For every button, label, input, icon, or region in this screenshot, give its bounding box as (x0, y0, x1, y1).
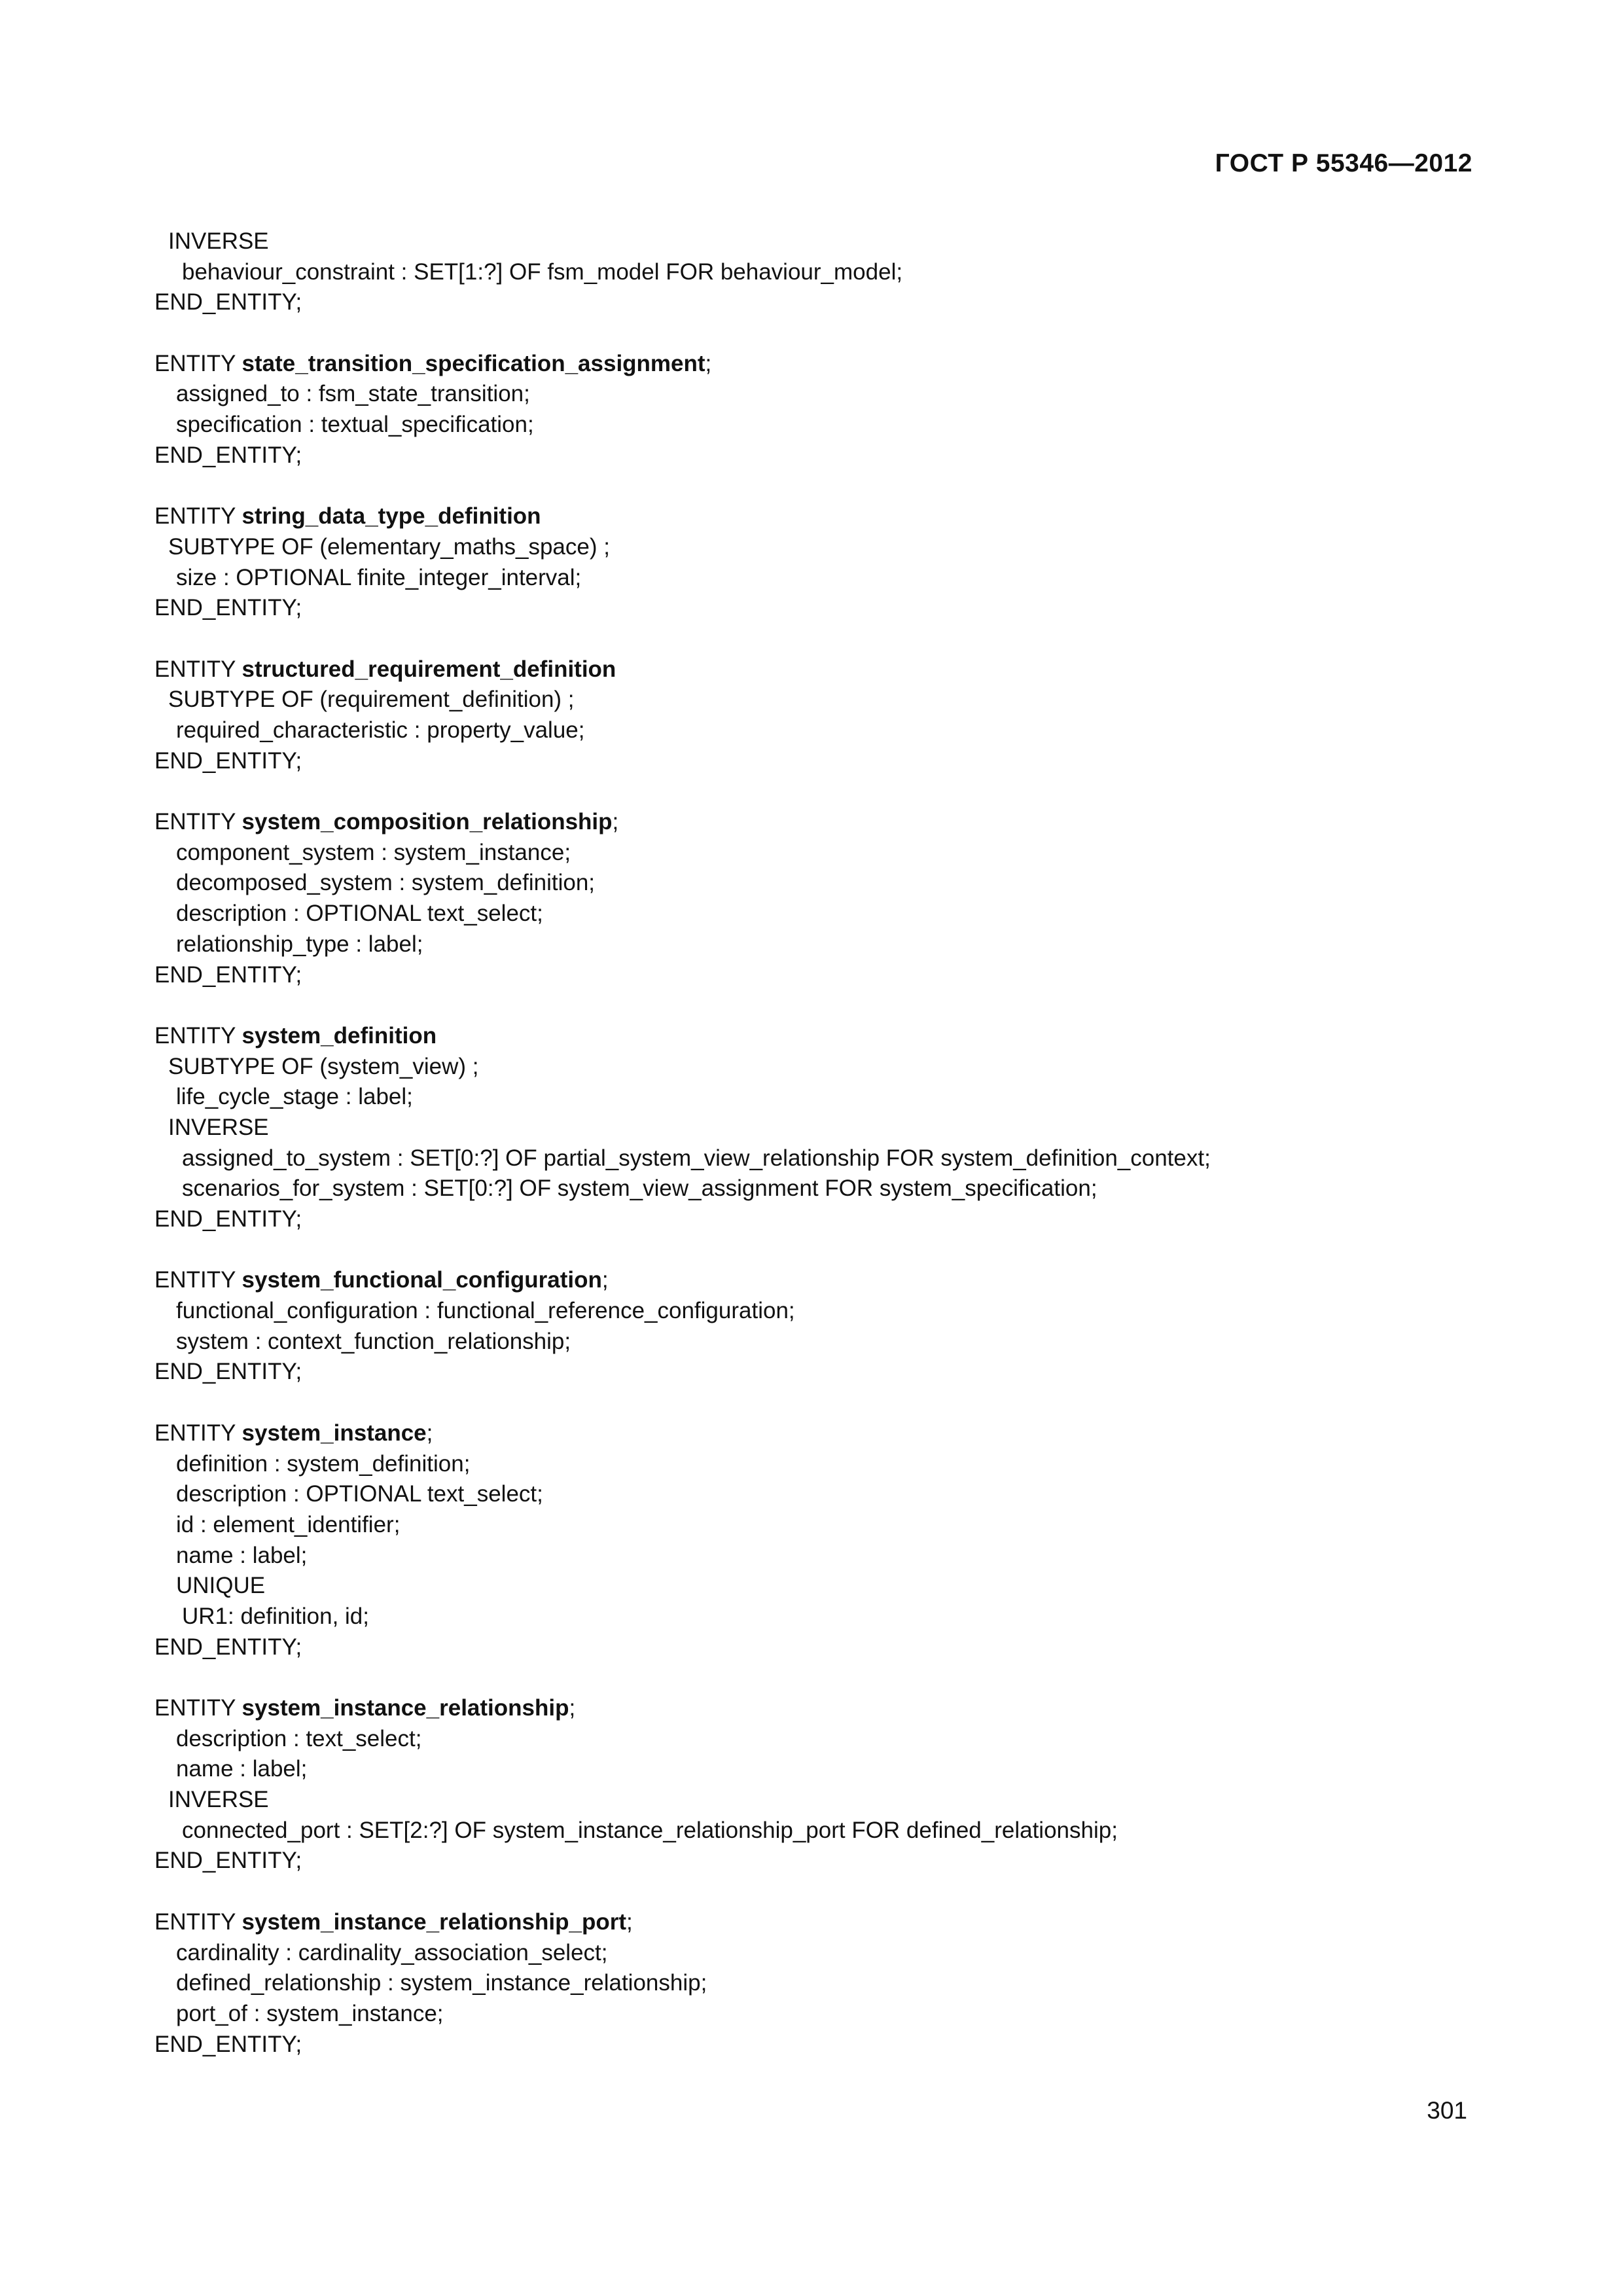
entity-keyword: ENTITY (154, 350, 242, 376)
entity-attribute-line: UR1: definition, id; (182, 1603, 369, 1629)
entity-keyword: ENTITY (154, 1909, 242, 1935)
entity-attribute-line: decomposed_system : system_definition; (176, 870, 596, 896)
entity-suffix: ; (426, 1420, 433, 1446)
entity-attribute-line: defined_relationship : system_instance_relationship; (176, 1970, 707, 1996)
end-entity-line: END_ENTITY; (154, 961, 302, 988)
entity-suffix: ; (601, 1267, 609, 1293)
entity-name: system_instance_relationship_port (241, 1909, 626, 1935)
entity-attribute-line: port_of : system_instance; (176, 2000, 444, 2026)
entity-attribute-line: UNIQUE (176, 1573, 266, 1599)
entity-name: structured_requirement_definition (241, 656, 616, 682)
entity-attribute-line: description : text_select; (176, 1725, 422, 1751)
entity-attribute-line: INVERSE (168, 1787, 269, 1813)
entity-name: string_data_type_definition (241, 503, 541, 529)
entity-suffix: ; (626, 1909, 633, 1935)
entity-keyword: ENTITY (154, 1022, 242, 1049)
blank-line (154, 990, 1505, 1021)
entity-attribute-line: assigned_to : fsm_state_transition; (176, 381, 530, 407)
entity-keyword: ENTITY (154, 1420, 242, 1446)
entity-attribute-line: name : label; (176, 1756, 308, 1782)
end-entity-line: END_ENTITY; (154, 1359, 302, 1385)
entity-name: system_instance (241, 1420, 427, 1446)
entity-header (154, 655, 1505, 685)
end-entity-line: END_ENTITY; (154, 2031, 302, 2057)
entity-attribute-line: functional_configuration : functional_reference_configuration; (176, 1298, 795, 1324)
entity-suffix: ; (705, 350, 712, 376)
entity-attribute-line: specification : textual_specification; (176, 412, 534, 438)
end-entity-line: END_ENTITY; (154, 595, 302, 621)
entity-keyword: ENTITY (154, 1267, 242, 1293)
entity-name: system_composition_relationship (241, 809, 613, 835)
entity-header (154, 1907, 1505, 1938)
entity-attribute-line: description : OPTIONAL text_select; (176, 1481, 543, 1507)
entity-name: system_definition (241, 1022, 437, 1049)
blank-line (154, 471, 1505, 502)
blank-line (154, 776, 1505, 807)
end-entity-line: END_ENTITY; (154, 1634, 302, 1660)
entity-keyword: ENTITY (154, 503, 242, 529)
entity-header (154, 1021, 1505, 1052)
blank-line (154, 1388, 1505, 1418)
entity-attribute-line: cardinality : cardinality_association_select; (176, 1939, 608, 1965)
entity-attribute-line: description : OPTIONAL text_select; (176, 901, 543, 927)
entity-attribute-line: component_system : system_instance; (176, 839, 571, 865)
entity-header (154, 501, 1505, 532)
blank-line (154, 1235, 1505, 1266)
entity-attribute-line: assigned_to_system : SET[0:?] OF partial_system_view_relationship FOR system_definition_context; (182, 1145, 1211, 1171)
entity-attribute-line: connected_port : SET[2:?] OF system_instance_relationship_port FOR defined_relationship; (182, 1817, 1118, 1843)
entity-suffix: ; (569, 1695, 576, 1721)
blank-line (154, 318, 1505, 349)
entity-attribute-line: definition : system_definition; (176, 1450, 471, 1477)
end-entity-line: END_ENTITY; (154, 1206, 302, 1232)
entity-attribute-line: name : label; (176, 1542, 308, 1568)
page-number: 301 (1427, 2097, 1467, 2124)
entity-header (154, 1418, 1505, 1449)
blank-line (154, 624, 1505, 655)
entity-header (154, 807, 1505, 838)
entity-name: system_functional_configuration (241, 1267, 602, 1293)
entity-suffix: ; (612, 809, 619, 835)
document-code-header: ГОСТ Р 55346—2012 (1215, 149, 1472, 177)
blank-line (154, 1662, 1505, 1693)
entity-keyword: ENTITY (154, 656, 242, 682)
entity-attribute-line: relationship_type : label; (176, 931, 423, 957)
entity-attribute-line: SUBTYPE OF (system_view) ; (168, 1053, 479, 1079)
entity-header (154, 1693, 1505, 1724)
entity-attribute-line: scenarios_for_system : SET[0:?] OF system_view_assignment FOR system_specification; (182, 1175, 1097, 1202)
entity-attribute-line: SUBTYPE OF (requirement_definition) ; (168, 687, 575, 713)
entity-name: state_transition_specification_assignment (241, 350, 705, 376)
entity-attribute-line: id : element_identifier; (176, 1511, 401, 1537)
blank-line (154, 1876, 1505, 1907)
entity-attribute-line: system : context_function_relationship; (176, 1328, 571, 1354)
end-entity-line: END_ENTITY; (154, 442, 302, 468)
entity-header (154, 1265, 1505, 1296)
express-schema-listing (154, 226, 1505, 2060)
schema-line: INVERSE (168, 228, 269, 254)
entity-keyword: ENTITY (154, 1695, 242, 1721)
entity-attribute-line: required_characteristic : property_value; (176, 717, 585, 743)
end-entity-line: END_ENTITY; (154, 1848, 302, 1874)
entity-keyword: ENTITY (154, 809, 242, 835)
schema-line: behaviour_constraint : SET[1:?] OF fsm_model FOR behaviour_model; (182, 259, 903, 285)
schema-line: END_ENTITY; (154, 289, 302, 315)
entity-attribute-line: life_cycle_stage : label; (176, 1084, 413, 1110)
entity-attribute-line: SUBTYPE OF (elementary_maths_space) ; (168, 533, 610, 560)
entity-attribute-line: INVERSE (168, 1114, 269, 1140)
entity-name: system_instance_relationship (241, 1695, 569, 1721)
entity-header (154, 349, 1505, 380)
end-entity-line: END_ENTITY; (154, 747, 302, 774)
entity-attribute-line: size : OPTIONAL finite_integer_interval; (176, 564, 582, 590)
